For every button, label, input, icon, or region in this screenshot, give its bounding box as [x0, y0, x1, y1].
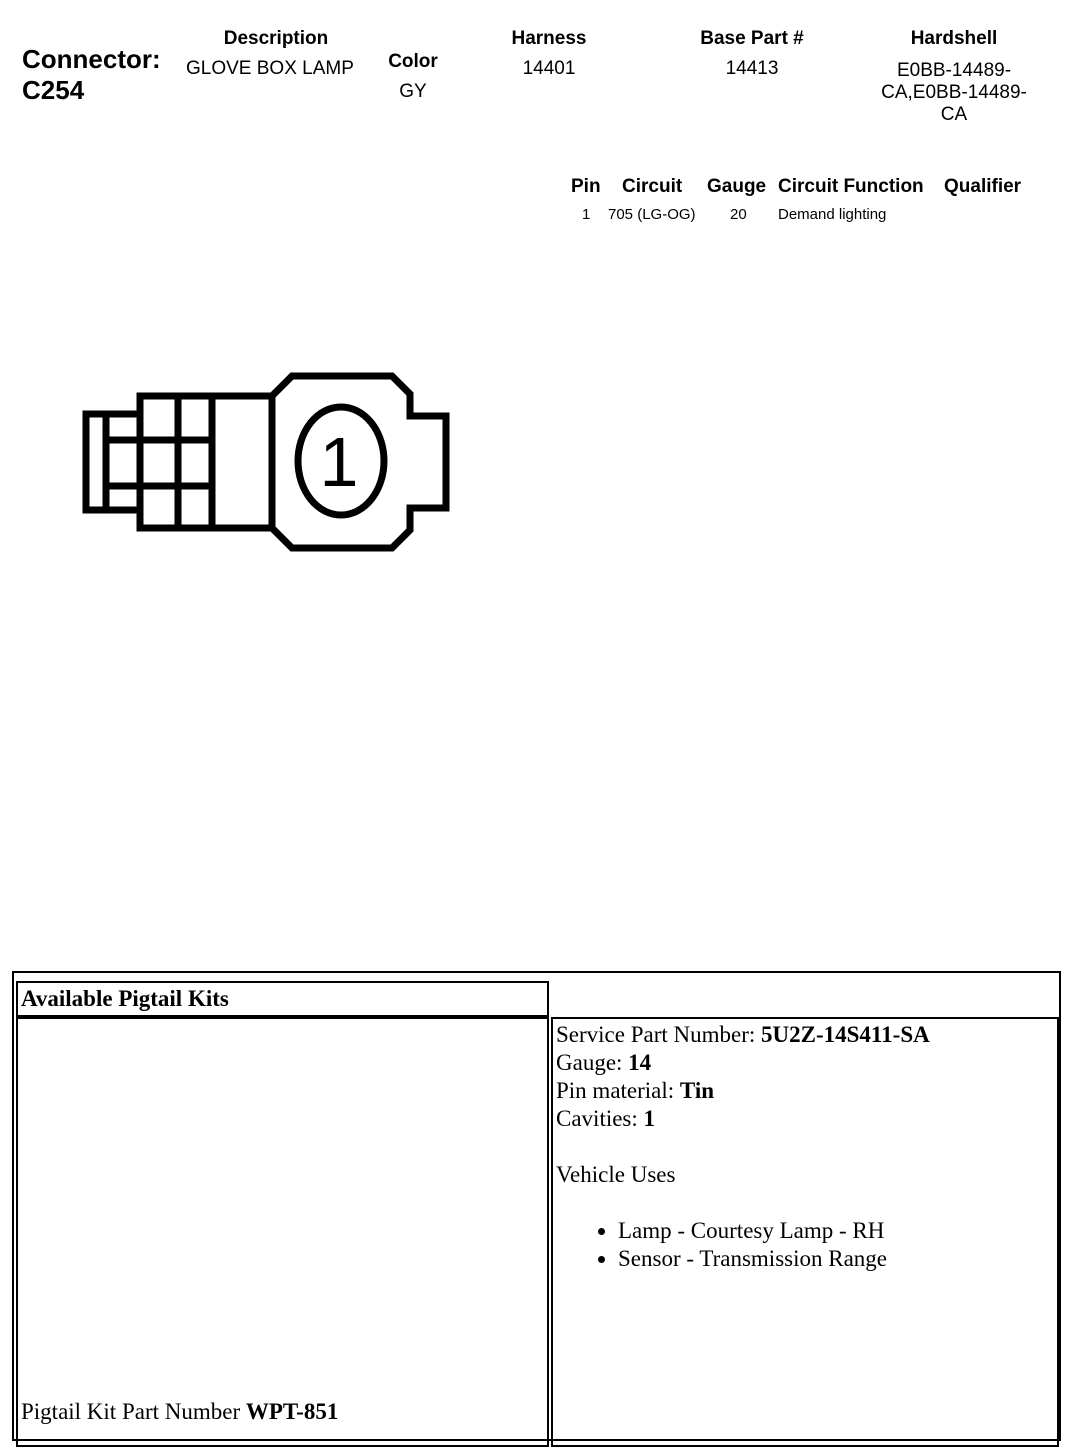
rear-body [140, 396, 272, 528]
harness-header: Harness [511, 28, 587, 49]
kit-part-number-label: Pigtail Kit Part Number [21, 1399, 241, 1424]
pigtail-details [553, 1019, 1057, 1273]
cavities-value: 1 [643, 1106, 656, 1131]
pin-cell: 1 [582, 206, 591, 223]
circuit-header: Circuit [622, 176, 683, 197]
description-value: GLOVE BOX LAMP [186, 58, 354, 79]
color-value: GY [399, 81, 427, 102]
gauge-header: Gauge [707, 176, 767, 197]
base-part-value: 14413 [725, 58, 779, 79]
pigtail-image-cell [16, 1017, 549, 1447]
base-part-header: Base Part # [700, 28, 804, 49]
qualifier-header: Qualifier [944, 176, 1022, 197]
pin-material-value: Tin [679, 1078, 715, 1103]
pigtail-title-cell [16, 981, 549, 1017]
pin-material-line [556, 1077, 1057, 1105]
harness-value: 14401 [522, 58, 576, 79]
function-cell: Demand lighting [778, 206, 887, 223]
connector-diagram [78, 368, 458, 558]
gauge-line [556, 1049, 1057, 1077]
pin-material-label: Pin material: [556, 1078, 675, 1103]
pin-number: 1 [319, 423, 359, 501]
list-item: • Sensor - Transmission Range [618, 1245, 1057, 1273]
list-item: • Lamp - Courtesy Lamp - RH [618, 1217, 1057, 1245]
gauge-cell: 20 [730, 206, 747, 223]
description-header: Description [223, 28, 329, 49]
circuit-function-header: Circuit Function [778, 176, 924, 197]
kit-part-number: WPT-851 [245, 1399, 339, 1424]
cavities-label: Cavities: [556, 1106, 638, 1131]
connector-label [22, 44, 161, 106]
vehicle-uses-label: Vehicle Uses [556, 1162, 676, 1187]
hardshell-line: E0BB-14489- [896, 60, 1012, 81]
gauge-value: 14 [628, 1050, 652, 1075]
gauge-label: Gauge: [556, 1050, 623, 1075]
service-part-number: 5U2Z-14S411-SA [761, 1022, 930, 1047]
pigtail-details-cell [551, 1017, 1059, 1447]
hardshell-header: Hardshell [910, 28, 998, 49]
vehicle-uses-list [556, 1217, 1057, 1273]
service-part-label: Service Part Number: [556, 1022, 756, 1047]
pigtail-title: Available Pigtail Kits [21, 986, 229, 1011]
kit-part-number-line [21, 1398, 338, 1426]
hardshell-value [854, 60, 1054, 126]
hardshell-line: CA,E0BB-14489- [881, 82, 1027, 103]
circuit-cell: 705 (LG-OG) [608, 206, 696, 223]
cavities-line [556, 1105, 1057, 1133]
service-part-line [556, 1021, 1057, 1049]
connector-id: C254 [22, 75, 85, 105]
color-header: Color [388, 51, 438, 72]
hardshell-line: CA [940, 104, 968, 125]
latch-outline [86, 414, 140, 510]
pin-header: Pin [571, 176, 601, 197]
connector-label-text: Connector: [22, 44, 161, 74]
